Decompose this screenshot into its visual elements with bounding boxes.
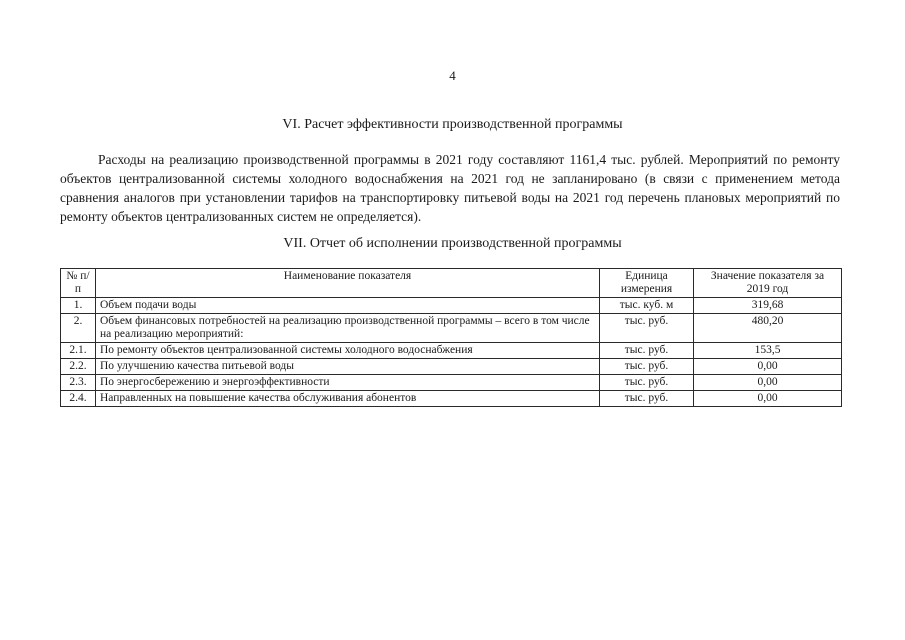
row-unit: тыс. руб. (600, 343, 694, 359)
section-6-title: VI. Расчет эффективности производственной программы (282, 117, 623, 132)
table-row (61, 391, 842, 407)
section-6-paragraph: Расходы на реализацию производственной программы в 2021 году составляют 1161,4 тыс. рублей. Мероприятий по ремонту объектов централизованной системы холодного водоснабжения на 2021 год не запланировано (в связи с применением метода сравнения аналогов при установлении тарифов на транспортировку питьевой воды на 2021 год перечень плановых мероприятий по ремонту объектов централизованных систем не определяется). (60, 152, 840, 224)
row-num: 1. (61, 298, 96, 314)
table-header-row (61, 269, 842, 298)
row-value: 0,00 (694, 359, 842, 375)
row-value: 153,5 (694, 343, 842, 359)
row-unit: тыс. куб. м (600, 298, 694, 314)
row-num: 2.4. (61, 391, 96, 407)
page-number: 4 (449, 68, 456, 83)
section-7-title: VII. Отчет об исполнении производственной программы (283, 236, 622, 251)
table-row (61, 343, 842, 359)
header-name: Наименование показателя (96, 269, 600, 298)
row-value: 0,00 (694, 375, 842, 391)
row-num: 2.3. (61, 375, 96, 391)
row-unit: тыс. руб. (600, 359, 694, 375)
header-unit: Единица измерения (600, 269, 694, 298)
row-unit: тыс. руб. (600, 391, 694, 407)
table-row (61, 298, 842, 314)
row-num: 2.1. (61, 343, 96, 359)
header-num: № п/п (61, 269, 96, 298)
row-name: Объем финансовых потребностей на реализацию производственной программы – всего в том числе на реализацию мероприятий: (96, 314, 600, 343)
row-unit: тыс. руб. (600, 375, 694, 391)
row-name: Объем подачи воды (96, 298, 600, 314)
row-name: Направленных на повышение качества обслуживания абонентов (96, 391, 600, 407)
report-table (60, 268, 842, 407)
row-name: По ремонту объектов централизованной системы холодного водоснабжения (96, 343, 600, 359)
row-name: По энергосбережению и энергоэффективности (96, 375, 600, 391)
row-value: 0,00 (694, 391, 842, 407)
row-name: По улучшению качества питьевой воды (96, 359, 600, 375)
table-row (61, 359, 842, 375)
table-row (61, 314, 842, 343)
row-value: 480,20 (694, 314, 842, 343)
row-num: 2. (61, 314, 96, 343)
table-row (61, 375, 842, 391)
row-unit: тыс. руб. (600, 314, 694, 343)
row-num: 2.2. (61, 359, 96, 375)
header-value: Значение показателя за 2019 год (694, 269, 842, 298)
row-value: 319,68 (694, 298, 842, 314)
